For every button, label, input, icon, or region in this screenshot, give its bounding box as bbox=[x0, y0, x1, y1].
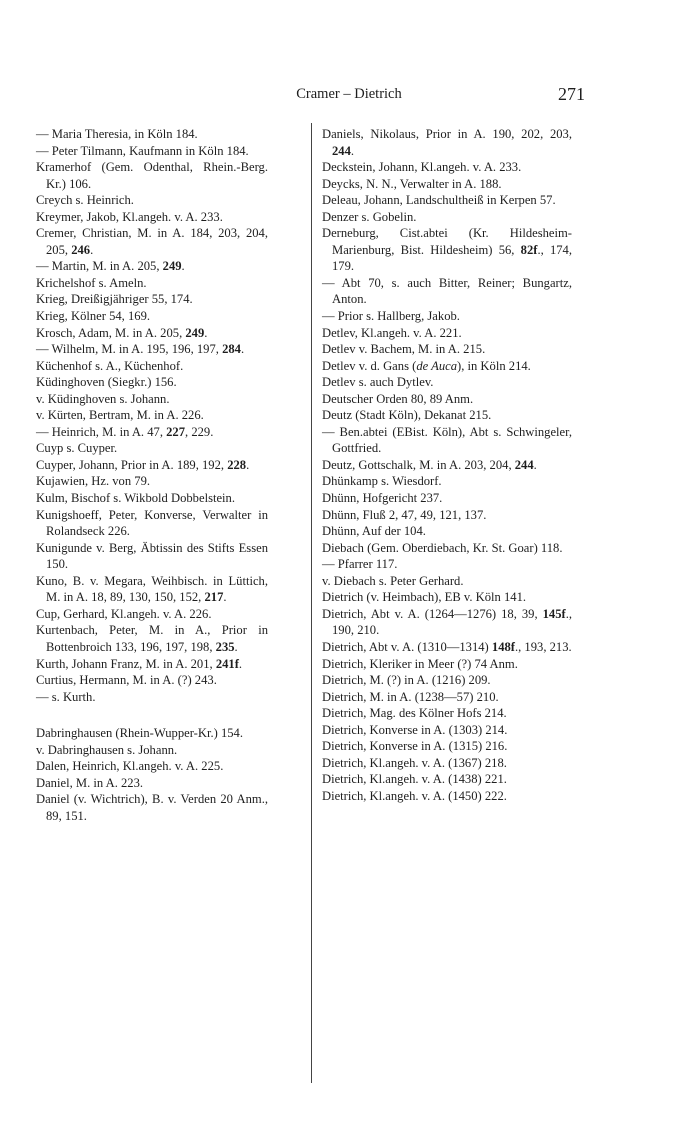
index-entry: — Maria Theresia, in Köln 184. bbox=[36, 127, 198, 141]
index-entry: v. Küdinghoven s. Johann. bbox=[36, 391, 170, 406]
index-entry: Dietrich, Kl.angeh. v. A. (1438) 221. bbox=[322, 772, 507, 787]
index-entry: Dietrich, Konverse in A. (1315) 216. bbox=[322, 739, 508, 754]
index-entry: Kunigshoeff, Peter, Konverse, Verwalter in Rolandseck 226. bbox=[36, 507, 268, 539]
index-entry: v. Dabringhausen s. Johann. bbox=[36, 742, 178, 757]
index-entry: Deycks, N. N., Verwalter in A. 188. bbox=[322, 176, 502, 191]
index-entry: Kramerhof (Gem. Odenthal, Rhein.-Berg. Kr.) 106. bbox=[36, 160, 268, 191]
index-entry: Kurth, Johann Franz, M. in A. 201, 241f. bbox=[36, 656, 243, 671]
index-entry: Küdinghoven (Siegkr.) 156. bbox=[36, 375, 177, 390]
index-entry: Dietrich, M. (?) in A. (1216) 209. bbox=[322, 673, 491, 688]
index-entry: Deutz (Stadt Köln), Dekanat 215. bbox=[322, 408, 492, 423]
index-entry: — Peter Tilmann, Kaufmann in Köln 184. bbox=[36, 143, 249, 158]
index-entry: Creych s. Heinrich. bbox=[36, 193, 134, 208]
index-entry: Deleau, Johann, Landschultheiß in Kerpen 57. bbox=[322, 193, 556, 208]
index-entry: Krieg, Kölner 54, 169. bbox=[36, 309, 151, 324]
index-entry: v. Diebach s. Peter Gerhard. bbox=[322, 573, 464, 588]
index-entry: Deutz, Gottschalk, M. in A. 203, 204, 244. bbox=[322, 457, 537, 472]
index-entry: Derneburg, Cist.abtei (Kr. Hildesheim-Marienburg, Bist. Hildesheim) 56, 82f., 174, 179. bbox=[322, 226, 572, 274]
index-entry: Deckstein, Johann, Kl.angeh. v. A. 233. bbox=[322, 160, 522, 175]
index-entry: Daniel, M. in A. 223. bbox=[36, 775, 144, 790]
index-entry: Kreymer, Jakob, Kl.angeh. v. A. 233. bbox=[36, 209, 223, 224]
index-entry: — Wilhelm, M. in A. 195, 196, 197, 284. bbox=[36, 342, 245, 357]
index-column-left bbox=[36, 126, 268, 824]
index-entry: Dhünn, Hofgericht 237. bbox=[322, 491, 443, 506]
index-entry: Detlev, Kl.angeh. v. A. 221. bbox=[322, 325, 462, 340]
index-entry: Dietrich, Mag. des Kölner Hofs 214. bbox=[322, 706, 507, 721]
index-entry: Dhünn, Auf der 104. bbox=[322, 524, 426, 539]
index-entry: Denzer s. Gobelin. bbox=[322, 209, 417, 224]
index-entry: Dietrich, Abt v. A. (1310—1314) 148f., 193, 213. bbox=[322, 639, 572, 654]
index-entry: Dhünn, Fluß 2, 47, 49, 121, 137. bbox=[322, 507, 487, 522]
index-entry: Dietrich, M. in A. (1238—57) 210. bbox=[322, 689, 499, 704]
index-entry: Krosch, Adam, M. in A. 205, 249. bbox=[36, 325, 208, 340]
index-entry: Daniel (v. Wichtrich), B. v. Verden 20 Anm., 89, 151. bbox=[36, 792, 268, 823]
index-entry: Cremer, Christian, M. in A. 184, 203, 204, 205, 246. bbox=[36, 226, 268, 257]
index-entry: — Prior s. Hallberg, Jakob. bbox=[322, 309, 460, 324]
index-entry: Deutscher Orden 80, 89 Anm. bbox=[322, 391, 474, 406]
index-entry: — Heinrich, M. in A. 47, 227, 229. bbox=[36, 424, 214, 439]
index-entry: v. Kürten, Bertram, M. in A. 226. bbox=[36, 408, 204, 423]
index-entry: — Martin, M. in A. 205, 249. bbox=[36, 259, 185, 274]
index-entry: Kulm, Bischof s. Wikbold Dobbelstein. bbox=[36, 491, 236, 506]
index-entry: Cuyper, Johann, Prior in A. 189, 192, 228. bbox=[36, 457, 250, 472]
index-entry: Kujawien, Hz. von 79. bbox=[36, 474, 151, 489]
index-entry: Küchenhof s. A., Küchenhof. bbox=[36, 358, 184, 373]
index-entry: Curtius, Hermann, M. in A. (?) 243. bbox=[36, 673, 217, 688]
index-entry: Kurtenbach, Peter, M. in A., Prior in Bottenbroich 133, 196, 197, 198, 235. bbox=[36, 623, 268, 654]
index-column-right bbox=[322, 126, 572, 804]
section-gap bbox=[36, 705, 268, 725]
index-entry: Cup, Gerhard, Kl.angeh. v. A. 226. bbox=[36, 606, 212, 621]
index-entry: Daniels, Nikolaus, Prior in A. 190, 202, 203, 244. bbox=[322, 127, 572, 158]
index-entry: — Ben.abtei (EBist. Köln), Abt s. Schwingeler, Gottfried. bbox=[322, 424, 572, 456]
index-entry: Kunigunde v. Berg, Äbtissin des Stifts Essen 150. bbox=[36, 540, 268, 572]
column-divider bbox=[311, 123, 312, 1083]
index-entry: Dietrich (v. Heimbach), EB v. Köln 141. bbox=[322, 590, 527, 605]
index-entry: Dietrich, Abt v. A. (1264—1276) 18, 39, 145f., 190, 210. bbox=[322, 606, 572, 638]
index-entry: Dhünkamp s. Wiesdorf. bbox=[322, 474, 442, 489]
index-entry: — s. Kurth. bbox=[36, 689, 96, 704]
index-entry: — Abt 70, s. auch Bitter, Reiner; Bungartz, Anton. bbox=[322, 275, 572, 307]
index-entry: Detlev s. auch Dytlev. bbox=[322, 375, 434, 390]
index-entry: Krichelshof s. Ameln. bbox=[36, 275, 147, 290]
index-entry: Krieg, Dreißigjähriger 55, 174. bbox=[36, 292, 193, 307]
index-entry: Dietrich, Konverse in A. (1303) 214. bbox=[322, 722, 508, 737]
index-entry: Detlev v. d. Gans (de Auca), in Köln 214. bbox=[322, 358, 531, 373]
page-header bbox=[113, 86, 585, 110]
page-number: 271 bbox=[558, 84, 585, 104]
index-entry: Dietrich, Kleriker in Meer (?) 74 Anm. bbox=[322, 656, 518, 671]
index-entry: Diebach (Gem. Oberdiebach, Kr. St. Goar) 118. bbox=[322, 540, 563, 555]
index-entry: Dietrich, Kl.angeh. v. A. (1367) 218. bbox=[322, 755, 507, 770]
index-entry: Dietrich, Kl.angeh. v. A. (1450) 222. bbox=[322, 788, 507, 803]
index-entry: Cuyp s. Cuyper. bbox=[36, 441, 118, 456]
index-entry: Detlev v. Bachem, M. in A. 215. bbox=[322, 342, 486, 357]
index-entry: Kuno, B. v. Megara, Weihbisch. in Lüttich, M. in A. 18, 89, 130, 150, 152, 217. bbox=[36, 573, 268, 605]
index-entry: Dabringhausen (Rhein-Wupper-Kr.) 154. bbox=[36, 726, 243, 741]
index-entry: Dalen, Heinrich, Kl.angeh. v. A. 225. bbox=[36, 759, 224, 774]
running-head: Cramer – Dietrich bbox=[296, 86, 402, 102]
index-entry: — Pfarrer 117. bbox=[322, 557, 398, 572]
